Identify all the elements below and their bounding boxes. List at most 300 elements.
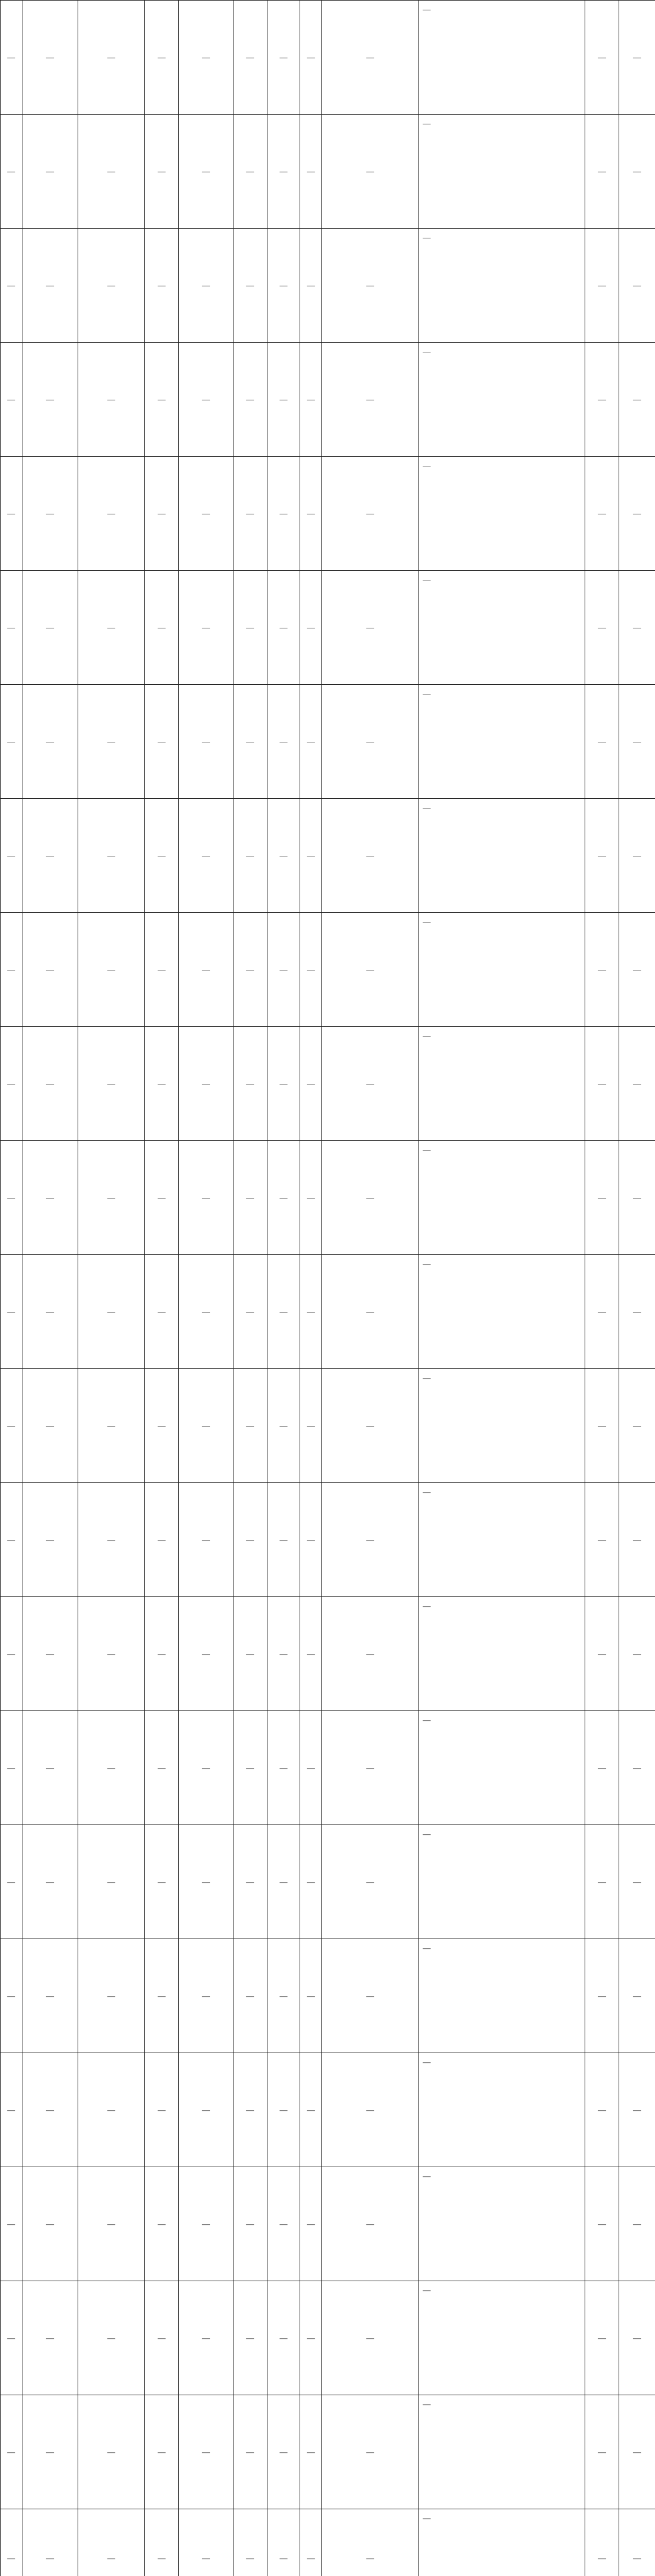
row-exam-cell: — — [619, 799, 655, 913]
row-exam-cell: — — [619, 457, 655, 571]
row-seq-cell: — — [1, 2509, 22, 2576]
row-count-cell: — — [300, 2509, 322, 2576]
row-seq-cell: — — [1, 1483, 22, 1597]
table-row — [1, 457, 655, 571]
row-seq-cell: — — [1, 1369, 22, 1483]
row-code-cell: — — [179, 343, 233, 457]
row-exam-cell: — — [619, 2281, 655, 2395]
row-count-cell: — — [300, 2281, 322, 2395]
table-row — [1, 1939, 655, 2053]
row-category-cell: — — [233, 1369, 267, 1483]
row-department-cell: — — [22, 1255, 78, 1369]
row-subject-cell: — — [585, 2395, 619, 2509]
row-conditions-cell: — — [419, 2509, 585, 2576]
row-post-cell: — — [145, 115, 179, 229]
row-unit-cell: — — [78, 1711, 145, 1825]
row-conditions-cell: — — [419, 571, 585, 685]
row-count-cell: — — [300, 343, 322, 457]
row-conditions-cell: — — [419, 1939, 585, 2053]
table-row — [1, 343, 655, 457]
row-department-cell: — — [22, 1369, 78, 1483]
row-exam-cell: — — [619, 1027, 655, 1141]
row-code-cell: — — [179, 571, 233, 685]
row-target-cell: — — [322, 1255, 419, 1369]
row-post-cell: — — [145, 1141, 179, 1255]
row-seq-cell: — — [1, 115, 22, 229]
row-exam-cell: — — [619, 1255, 655, 1369]
row-funding-cell: — — [267, 1, 300, 115]
row-exam-cell: — — [619, 2053, 655, 2167]
row-count-cell: — — [300, 2395, 322, 2509]
row-exam-cell: — — [619, 1141, 655, 1255]
row-code-cell: — — [179, 2053, 233, 2167]
row-department-cell: — — [22, 571, 78, 685]
row-subject-cell: — — [585, 2053, 619, 2167]
row-exam-cell: — — [619, 1939, 655, 2053]
row-seq-cell: — — [1, 1711, 22, 1825]
row-count-cell: — — [300, 685, 322, 799]
row-department-cell: — — [22, 2395, 78, 2509]
table-row — [1, 1369, 655, 1483]
row-count-cell: — — [300, 1, 322, 115]
row-post-cell: — — [145, 1255, 179, 1369]
row-funding-cell: — — [267, 1711, 300, 1825]
row-category-cell: — — [233, 1711, 267, 1825]
row-category-cell: — — [233, 1027, 267, 1141]
job-table-body — [1, 1, 655, 2576]
row-unit-cell: — — [78, 1027, 145, 1141]
row-category-cell: — — [233, 343, 267, 457]
row-category-cell: — — [233, 799, 267, 913]
row-unit-cell: — — [78, 1939, 145, 2053]
row-unit-cell: — — [78, 1, 145, 115]
table-row — [1, 1597, 655, 1711]
row-post-cell: — — [145, 2395, 179, 2509]
row-target-cell: — — [322, 1825, 419, 1939]
row-unit-cell: — — [78, 2509, 145, 2576]
row-conditions-cell: — — [419, 229, 585, 343]
row-target-cell: — — [322, 343, 419, 457]
row-target-cell: — — [322, 685, 419, 799]
row-code-cell: — — [179, 1027, 233, 1141]
table-row — [1, 1255, 655, 1369]
row-target-cell: — — [322, 1, 419, 115]
row-target-cell: — — [322, 571, 419, 685]
row-conditions-cell: — — [419, 799, 585, 913]
row-conditions-cell: — — [419, 1141, 585, 1255]
row-conditions-cell: — — [419, 1825, 585, 1939]
row-code-cell: — — [179, 1141, 233, 1255]
row-funding-cell: — — [267, 1825, 300, 1939]
row-category-cell: — — [233, 1, 267, 115]
row-code-cell: — — [179, 1369, 233, 1483]
row-seq-cell: — — [1, 913, 22, 1027]
row-target-cell: — — [322, 2053, 419, 2167]
row-category-cell: — — [233, 571, 267, 685]
row-unit-cell: — — [78, 1141, 145, 1255]
row-funding-cell: — — [267, 115, 300, 229]
row-count-cell: — — [300, 1711, 322, 1825]
row-exam-cell: — — [619, 1825, 655, 1939]
row-seq-cell: — — [1, 799, 22, 913]
row-seq-cell: — — [1, 1255, 22, 1369]
row-post-cell: — — [145, 1369, 179, 1483]
table-row — [1, 229, 655, 343]
row-funding-cell: — — [267, 2395, 300, 2509]
row-conditions-cell: — — [419, 2395, 585, 2509]
row-funding-cell: — — [267, 2509, 300, 2576]
row-category-cell: — — [233, 2509, 267, 2576]
row-subject-cell: — — [585, 1825, 619, 1939]
row-post-cell: — — [145, 343, 179, 457]
row-unit-cell: — — [78, 457, 145, 571]
row-conditions-cell: — — [419, 2281, 585, 2395]
row-target-cell: — — [322, 1939, 419, 2053]
row-subject-cell: — — [585, 2509, 619, 2576]
row-conditions-cell: — — [419, 1, 585, 115]
row-funding-cell: — — [267, 571, 300, 685]
row-subject-cell: — — [585, 913, 619, 1027]
row-category-cell: — — [233, 2281, 267, 2395]
row-seq-cell: — — [1, 2167, 22, 2281]
row-post-cell: — — [145, 571, 179, 685]
row-funding-cell: — — [267, 2053, 300, 2167]
row-code-cell: — — [179, 2395, 233, 2509]
row-post-cell: — — [145, 1027, 179, 1141]
row-category-cell: — — [233, 2395, 267, 2509]
row-department-cell: — — [22, 457, 78, 571]
row-department-cell: — — [22, 115, 78, 229]
row-category-cell: — — [233, 1141, 267, 1255]
row-funding-cell: — — [267, 2167, 300, 2281]
row-code-cell: — — [179, 685, 233, 799]
row-subject-cell: — — [585, 343, 619, 457]
row-category-cell: — — [233, 1939, 267, 2053]
row-subject-cell: — — [585, 1597, 619, 1711]
row-conditions-cell: — — [419, 1711, 585, 1825]
row-seq-cell: — — [1, 2053, 22, 2167]
row-unit-cell: — — [78, 685, 145, 799]
row-target-cell: — — [322, 457, 419, 571]
row-seq-cell: — — [1, 229, 22, 343]
row-count-cell: — — [300, 2053, 322, 2167]
row-funding-cell: — — [267, 685, 300, 799]
row-subject-cell: — — [585, 1, 619, 115]
table-row — [1, 2053, 655, 2167]
row-target-cell: — — [322, 1369, 419, 1483]
row-category-cell: — — [233, 2167, 267, 2281]
row-exam-cell: — — [619, 1, 655, 115]
row-unit-cell: — — [78, 913, 145, 1027]
row-post-cell: — — [145, 685, 179, 799]
row-post-cell: — — [145, 1711, 179, 1825]
row-unit-cell: — — [78, 1369, 145, 1483]
row-seq-cell: — — [1, 1597, 22, 1711]
row-code-cell: — — [179, 1939, 233, 2053]
row-unit-cell: — — [78, 1483, 145, 1597]
row-conditions-cell: — — [419, 2167, 585, 2281]
row-code-cell: — — [179, 913, 233, 1027]
row-category-cell: — — [233, 457, 267, 571]
row-department-cell: — — [22, 1027, 78, 1141]
row-department-cell: — — [22, 1939, 78, 2053]
row-subject-cell: — — [585, 1369, 619, 1483]
row-count-cell: — — [300, 2167, 322, 2281]
row-subject-cell: — — [585, 2167, 619, 2281]
row-unit-cell: — — [78, 2053, 145, 2167]
row-seq-cell: — — [1, 1, 22, 115]
row-subject-cell: — — [585, 457, 619, 571]
row-target-cell: — — [322, 2281, 419, 2395]
row-exam-cell: — — [619, 343, 655, 457]
row-subject-cell: — — [585, 571, 619, 685]
row-exam-cell: — — [619, 1597, 655, 1711]
row-funding-cell: — — [267, 343, 300, 457]
row-subject-cell: — — [585, 685, 619, 799]
row-funding-cell: — — [267, 1597, 300, 1711]
row-category-cell: — — [233, 115, 267, 229]
row-count-cell: — — [300, 1369, 322, 1483]
row-exam-cell: — — [619, 115, 655, 229]
row-funding-cell: — — [267, 1141, 300, 1255]
row-count-cell: — — [300, 1027, 322, 1141]
row-unit-cell: — — [78, 229, 145, 343]
row-seq-cell: — — [1, 1027, 22, 1141]
row-category-cell: — — [233, 2053, 267, 2167]
row-count-cell: — — [300, 799, 322, 913]
row-funding-cell: — — [267, 229, 300, 343]
row-category-cell: — — [233, 1597, 267, 1711]
row-seq-cell: — — [1, 2281, 22, 2395]
row-post-cell: — — [145, 229, 179, 343]
row-code-cell: — — [179, 1825, 233, 1939]
row-unit-cell: — — [78, 571, 145, 685]
row-unit-cell: — — [78, 343, 145, 457]
row-exam-cell: — — [619, 1483, 655, 1597]
row-funding-cell: — — [267, 1483, 300, 1597]
row-exam-cell: — — [619, 1711, 655, 1825]
row-unit-cell: — — [78, 799, 145, 913]
table-row — [1, 2509, 655, 2576]
row-count-cell: — — [300, 913, 322, 1027]
row-department-cell: — — [22, 343, 78, 457]
row-unit-cell: — — [78, 1255, 145, 1369]
row-department-cell: — — [22, 2281, 78, 2395]
table-row — [1, 1027, 655, 1141]
row-seq-cell: — — [1, 2395, 22, 2509]
row-post-cell: — — [145, 1939, 179, 2053]
row-conditions-cell: — — [419, 1483, 585, 1597]
row-post-cell: — — [145, 1, 179, 115]
row-category-cell: — — [233, 1255, 267, 1369]
row-unit-cell: — — [78, 1825, 145, 1939]
table-row — [1, 115, 655, 229]
row-seq-cell: — — [1, 1141, 22, 1255]
row-category-cell: — — [233, 229, 267, 343]
row-conditions-cell: — — [419, 2053, 585, 2167]
row-conditions-cell: — — [419, 913, 585, 1027]
row-exam-cell: — — [619, 2509, 655, 2576]
row-count-cell: — — [300, 1255, 322, 1369]
row-conditions-cell: — — [419, 457, 585, 571]
row-code-cell: — — [179, 1255, 233, 1369]
row-department-cell: — — [22, 2053, 78, 2167]
row-department-cell: — — [22, 1597, 78, 1711]
row-category-cell: — — [233, 1825, 267, 1939]
row-seq-cell: — — [1, 1939, 22, 2053]
row-code-cell: — — [179, 2281, 233, 2395]
row-code-cell: — — [179, 799, 233, 913]
row-count-cell: — — [300, 571, 322, 685]
row-exam-cell: — — [619, 913, 655, 1027]
row-funding-cell: — — [267, 1369, 300, 1483]
row-exam-cell: — — [619, 2167, 655, 2281]
row-category-cell: — — [233, 913, 267, 1027]
row-post-cell: — — [145, 913, 179, 1027]
row-exam-cell: — — [619, 1369, 655, 1483]
row-code-cell: — — [179, 2509, 233, 2576]
row-subject-cell: — — [585, 1027, 619, 1141]
row-count-cell: — — [300, 1141, 322, 1255]
row-code-cell: — — [179, 229, 233, 343]
row-target-cell: — — [322, 1597, 419, 1711]
row-code-cell: — — [179, 1597, 233, 1711]
row-conditions-cell: — — [419, 1027, 585, 1141]
row-funding-cell: — — [267, 913, 300, 1027]
row-category-cell: — — [233, 1483, 267, 1597]
row-department-cell: — — [22, 1825, 78, 1939]
row-unit-cell: — — [78, 2281, 145, 2395]
table-row — [1, 1825, 655, 1939]
row-exam-cell: — — [619, 685, 655, 799]
row-target-cell: — — [322, 1027, 419, 1141]
table-row — [1, 1483, 655, 1597]
row-subject-cell: — — [585, 115, 619, 229]
row-funding-cell: — — [267, 457, 300, 571]
row-count-cell: — — [300, 1597, 322, 1711]
row-post-cell: — — [145, 2053, 179, 2167]
row-conditions-cell: — — [419, 115, 585, 229]
row-target-cell: — — [322, 2167, 419, 2281]
row-funding-cell: — — [267, 799, 300, 913]
row-count-cell: — — [300, 229, 322, 343]
row-seq-cell: — — [1, 343, 22, 457]
row-post-cell: — — [145, 2509, 179, 2576]
row-funding-cell: — — [267, 2281, 300, 2395]
row-conditions-cell: — — [419, 1369, 585, 1483]
row-department-cell: — — [22, 1, 78, 115]
row-subject-cell: — — [585, 2281, 619, 2395]
row-unit-cell: — — [78, 1597, 145, 1711]
row-post-cell: — — [145, 457, 179, 571]
table-row — [1, 799, 655, 913]
row-category-cell: — — [233, 685, 267, 799]
row-seq-cell: — — [1, 571, 22, 685]
row-exam-cell: — — [619, 571, 655, 685]
row-department-cell: — — [22, 685, 78, 799]
row-target-cell: — — [322, 2509, 419, 2576]
row-funding-cell: — — [267, 1255, 300, 1369]
row-count-cell: — — [300, 457, 322, 571]
row-conditions-cell: — — [419, 343, 585, 457]
row-unit-cell: — — [78, 2395, 145, 2509]
row-count-cell: — — [300, 1825, 322, 1939]
row-post-cell: — — [145, 1825, 179, 1939]
table-row — [1, 1711, 655, 1825]
row-subject-cell: — — [585, 229, 619, 343]
row-count-cell: — — [300, 115, 322, 229]
row-code-cell: — — [179, 1711, 233, 1825]
row-department-cell: — — [22, 2167, 78, 2281]
row-subject-cell: — — [585, 1483, 619, 1597]
row-count-cell: — — [300, 1939, 322, 2053]
row-code-cell: — — [179, 1, 233, 115]
row-count-cell: — — [300, 1483, 322, 1597]
row-unit-cell: — — [78, 115, 145, 229]
row-exam-cell: — — [619, 2395, 655, 2509]
row-exam-cell: — — [619, 229, 655, 343]
row-unit-cell: — — [78, 2167, 145, 2281]
row-target-cell: — — [322, 1483, 419, 1597]
row-post-cell: — — [145, 1483, 179, 1597]
row-target-cell: — — [322, 229, 419, 343]
table-row — [1, 1, 655, 115]
row-post-cell: — — [145, 2281, 179, 2395]
table-row — [1, 2395, 655, 2509]
table-row — [1, 913, 655, 1027]
row-target-cell: — — [322, 1711, 419, 1825]
table-row — [1, 2281, 655, 2395]
row-post-cell: — — [145, 1597, 179, 1711]
row-seq-cell: — — [1, 457, 22, 571]
row-subject-cell: — — [585, 1939, 619, 2053]
row-department-cell: — — [22, 1711, 78, 1825]
table-row — [1, 2167, 655, 2281]
row-department-cell: — — [22, 799, 78, 913]
row-conditions-cell: — — [419, 1597, 585, 1711]
row-code-cell: — — [179, 1483, 233, 1597]
row-subject-cell: — — [585, 1141, 619, 1255]
row-department-cell: — — [22, 1141, 78, 1255]
table-row — [1, 685, 655, 799]
row-code-cell: — — [179, 2167, 233, 2281]
row-conditions-cell: — — [419, 685, 585, 799]
row-target-cell: — — [322, 115, 419, 229]
row-department-cell: — — [22, 1483, 78, 1597]
row-conditions-cell: — — [419, 1255, 585, 1369]
row-post-cell: — — [145, 2167, 179, 2281]
row-target-cell: — — [322, 1141, 419, 1255]
table-row — [1, 571, 655, 685]
row-seq-cell: — — [1, 1825, 22, 1939]
row-code-cell: — — [179, 457, 233, 571]
row-department-cell: — — [22, 2509, 78, 2576]
row-funding-cell: — — [267, 1939, 300, 2053]
row-funding-cell: — — [267, 1027, 300, 1141]
row-seq-cell: — — [1, 685, 22, 799]
table-row — [1, 1141, 655, 1255]
row-department-cell: — — [22, 229, 78, 343]
row-post-cell: — — [145, 799, 179, 913]
row-department-cell: — — [22, 913, 78, 1027]
row-subject-cell: — — [585, 799, 619, 913]
row-target-cell: — — [322, 2395, 419, 2509]
row-target-cell: — — [322, 913, 419, 1027]
row-code-cell: — — [179, 115, 233, 229]
row-subject-cell: — — [585, 1255, 619, 1369]
row-target-cell: — — [322, 799, 419, 913]
row-subject-cell: — — [585, 1711, 619, 1825]
